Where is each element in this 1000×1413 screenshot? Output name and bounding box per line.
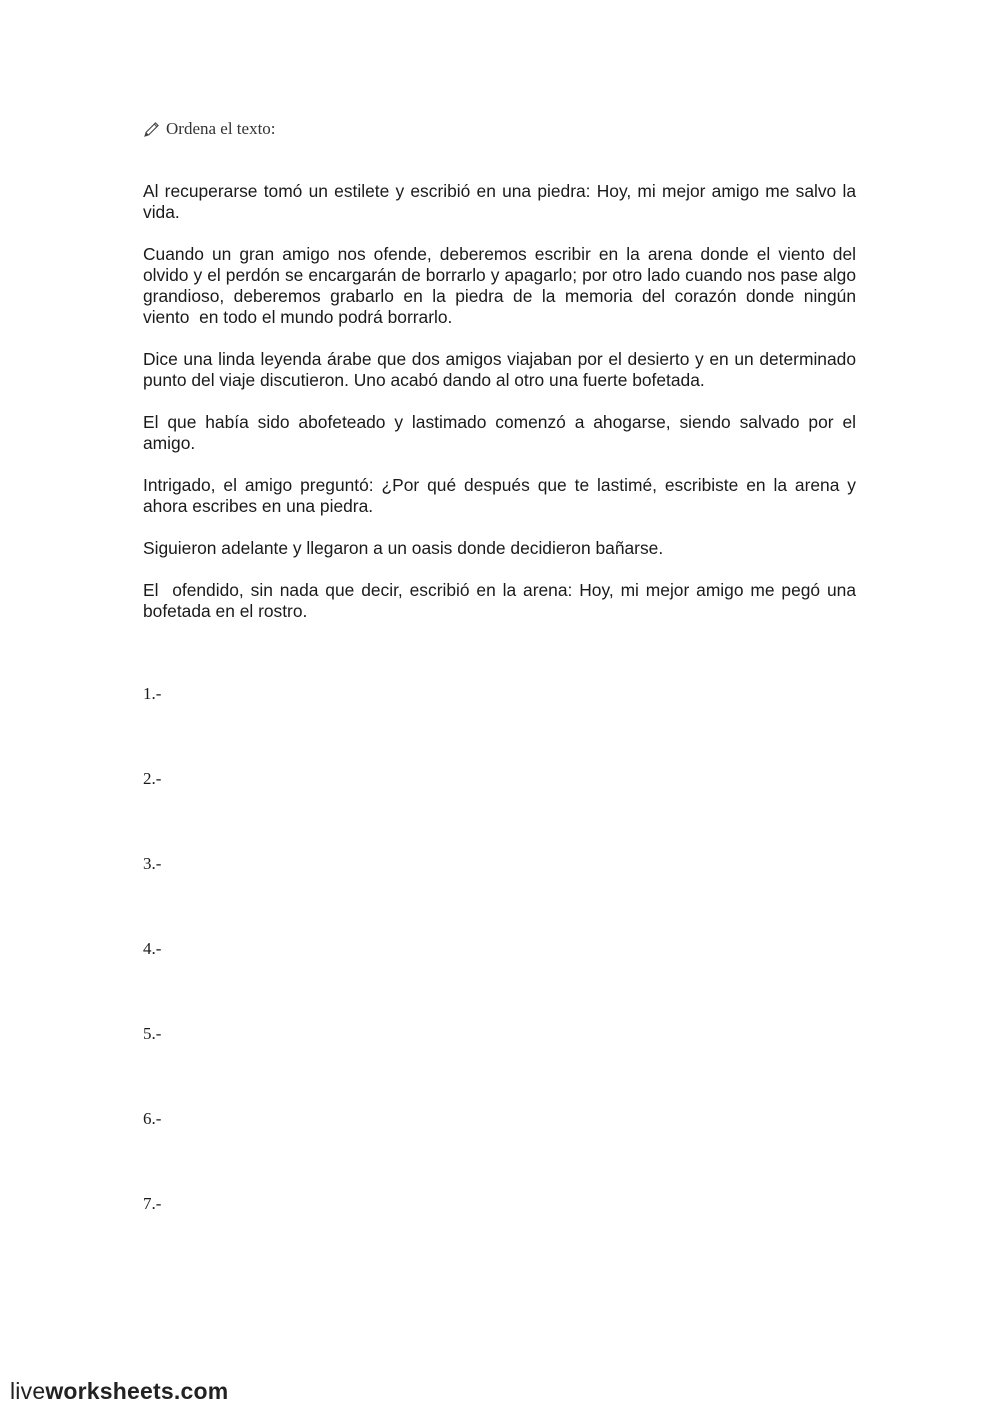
instruction-text: Ordena el texto: bbox=[166, 119, 276, 138]
answer-list bbox=[143, 683, 161, 1278]
answer-slot-1[interactable]: 1.- bbox=[143, 684, 162, 703]
instruction bbox=[143, 119, 276, 139]
answer-slot-3[interactable]: 3.- bbox=[143, 854, 162, 873]
logo-text-light: live bbox=[10, 1378, 46, 1404]
paragraph: Dice una linda leyenda árabe que dos amigos viajaban por el desierto y en un determinado punto del viaje discutieron. Uno acabó dando al otro una fuerte bofetada. bbox=[143, 349, 861, 390]
paragraph: Siguieron adelante y llegaron a un oasis donde decidieron bañarse. bbox=[143, 538, 664, 558]
paragraph: El que había sido abofeteado y lastimado comenzó a ahogarse, siendo salvado por el amigo. bbox=[143, 412, 861, 453]
paragraph: El ofendido, sin nada que decir, escribió en la arena: Hoy, mi mejor amigo me pegó una bofetada en el rostro. bbox=[143, 580, 861, 621]
answer-slot-5[interactable]: 5.- bbox=[143, 1024, 162, 1043]
pencil-icon bbox=[143, 120, 161, 138]
paragraph: Al recuperarse tomó un estilete y escribió en una piedra: Hoy, mi mejor amigo me salvo la vida. bbox=[143, 181, 861, 222]
answer-slot-6[interactable]: 6.- bbox=[143, 1109, 162, 1128]
logo-text-bold: worksheets.com bbox=[45, 1378, 229, 1404]
answer-slot-2[interactable]: 2.- bbox=[143, 769, 162, 788]
scrambled-paragraphs bbox=[143, 181, 866, 643]
answer-slot-7[interactable]: 7.- bbox=[143, 1194, 162, 1213]
paragraph: Intrigado, el amigo preguntó: ¿Por qué después que te lastimé, escribiste en la arena y ahora escribes en una piedra. bbox=[143, 475, 861, 516]
liveworksheets-logo[interactable] bbox=[10, 1378, 228, 1405]
paragraph: Cuando un gran amigo nos ofende, deberemos escribir en la arena donde el viento del olvido y el perdón se encargarán de borrarlo y apagarlo; por otro lado cuando nos pase algo grandioso, deberemos grabarlo en la piedra de la memoria del corazón donde ningún viento en todo el mundo podrá borrarlo. bbox=[143, 244, 866, 327]
answer-slot-4[interactable]: 4.- bbox=[143, 939, 162, 958]
